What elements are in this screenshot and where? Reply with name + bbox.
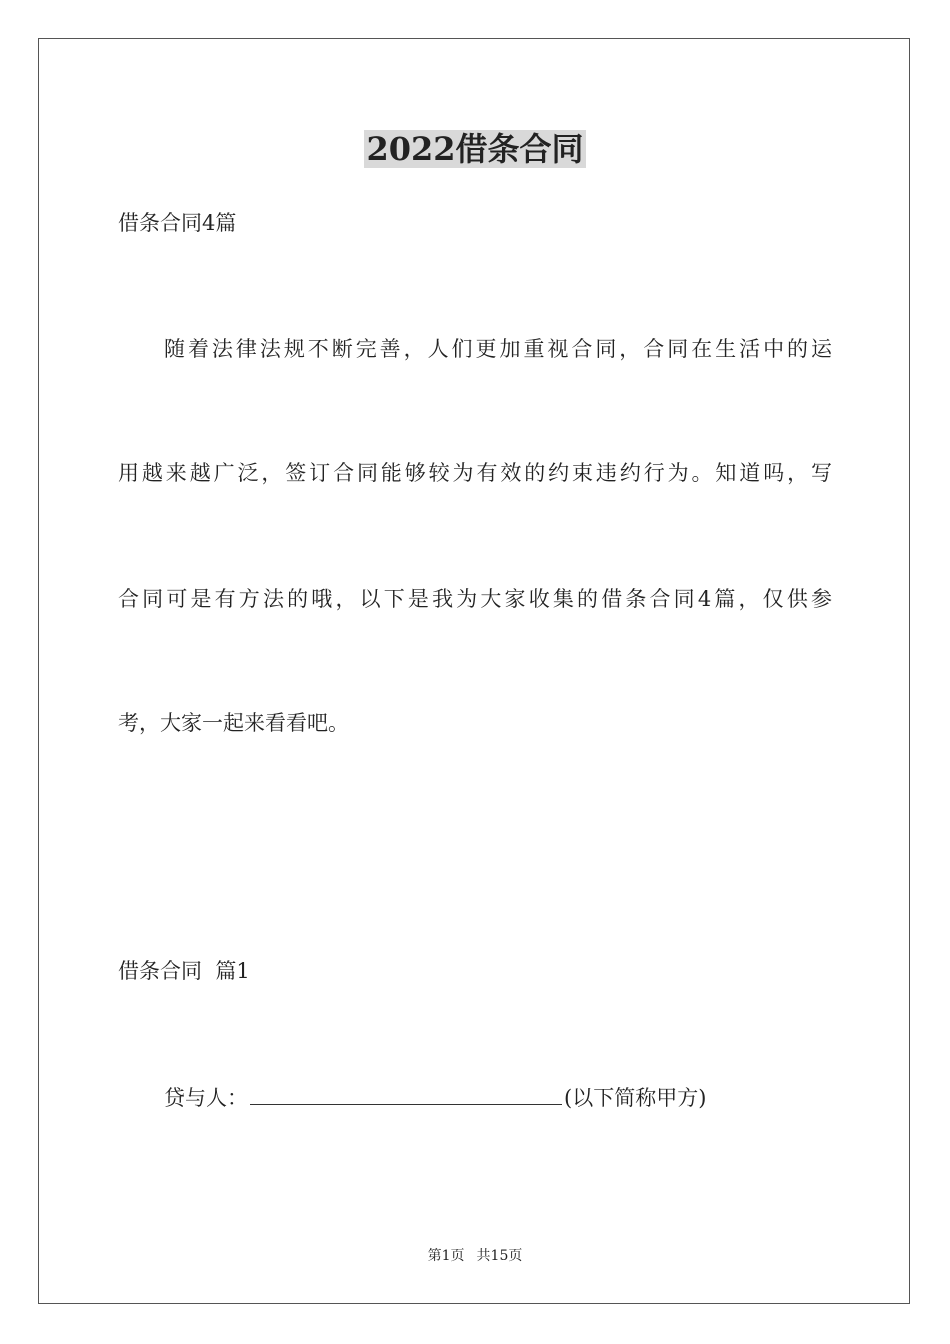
document-subtitle: 借条合同4篇	[118, 211, 237, 235]
page-footer	[0, 1246, 950, 1266]
lender-line	[164, 1082, 706, 1113]
page-current: 第1页	[427, 1248, 465, 1264]
lender-suffix: (以下简称甲方)	[564, 1086, 707, 1110]
lender-blank-field	[250, 1082, 562, 1105]
page-total: 共15页	[476, 1248, 523, 1264]
intro-line-3: 合同可是有方法的哦，以下是我为大家收集的借条合同4篇，仅供参	[118, 587, 832, 611]
lender-label: 贷与人：	[164, 1086, 248, 1110]
intro-line-1: 随着法律法规不断完善，人们更加重视合同，合同在生活中的运	[164, 337, 832, 361]
section-heading: 借条合同 篇1	[118, 959, 250, 983]
intro-line-2: 用越来越广泛，签订合同能够较为有效的约束违约行为。知道吗，写	[118, 461, 832, 485]
intro-line-4: 考，大家一起来看看吧。	[118, 711, 349, 735]
document-title: 2022借条合同	[366, 130, 584, 168]
